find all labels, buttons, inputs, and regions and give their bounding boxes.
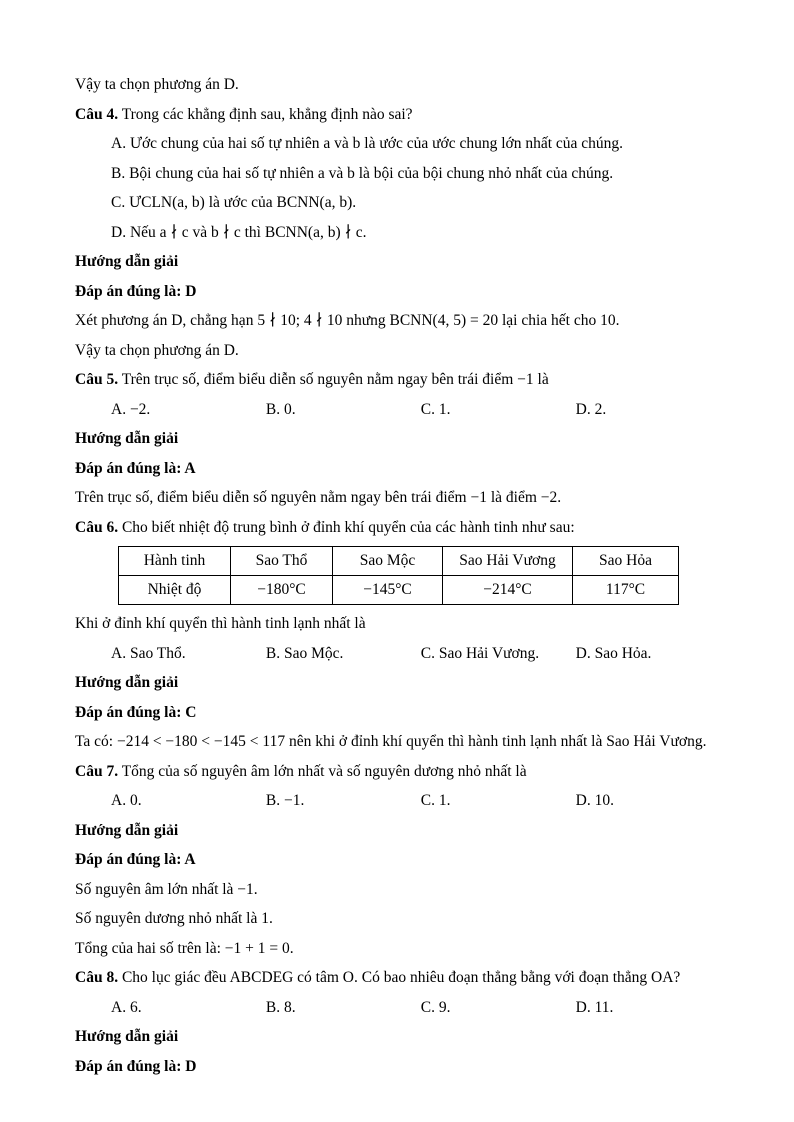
option-b: B. 0. [265, 400, 296, 418]
table-cell: −214°C [443, 576, 573, 605]
options-row [75, 399, 724, 421]
question-7 [75, 761, 724, 960]
table-cell: −180°C [231, 576, 333, 605]
guide-heading: Hướng dẫn giải [75, 674, 179, 691]
option-c: C. Sao Hải Vương. [420, 644, 540, 662]
planet-temperature-table [118, 546, 679, 605]
table-cell: Hành tinh [119, 547, 231, 576]
guide-heading: Hướng dẫn giải [75, 253, 179, 270]
solution-line: Số nguyên dương nhỏ nhất là 1. [75, 910, 273, 927]
table-cell: Nhiệt độ [119, 576, 231, 605]
options-row [75, 997, 724, 1019]
table-cell: Sao Thổ [231, 547, 333, 576]
question-4 [75, 104, 724, 362]
question-label: Câu 8. [75, 969, 119, 986]
answer-line: Đáp án đúng là: D [75, 282, 197, 300]
table-row [119, 547, 679, 576]
table-cell: −145°C [333, 576, 443, 605]
question-text: Trong các khẳng định sau, khẳng định nào sai? [121, 105, 413, 123]
question-line [75, 104, 724, 126]
option-c: C. 9. [420, 998, 451, 1016]
solution-line: Ta có: −214 < −180 < −145 < 117 nên khi ở đỉnh khí quyển thì hành tinh lạnh nhất là Sao Hải Vương. [75, 733, 707, 750]
solution-line: Tổng của hai số trên là: −1 + 1 = 0. [75, 939, 294, 957]
question-continuation: Khi ở đỉnh khí quyển thì hành tinh lạnh nhất là [75, 615, 366, 632]
option-a: A. 0. [111, 792, 142, 809]
option-b: B. Sao Mộc. [265, 644, 344, 662]
option-b: B. −1. [265, 792, 305, 809]
option-a: A. Sao Thổ. [111, 644, 186, 662]
option-b: B. Bội chung của hai số tự nhiên a và b là bội của bội chung nhỏ nhất của chúng. [111, 164, 614, 182]
question-label: Câu 4. [75, 105, 119, 123]
question-line [75, 369, 724, 391]
question-8 [75, 967, 724, 1078]
closing-line: Vậy ta chọn phương án D. [75, 76, 239, 93]
option-a: A. Ước chung của hai số tự nhiên a và b là ước của ước chung lớn nhất của chúng. [111, 135, 624, 152]
table-cell: 117°C [573, 576, 679, 605]
question-label: Câu 7. [75, 762, 119, 780]
option-d: D. Sao Hỏa. [575, 644, 652, 662]
option-c: C. 1. [420, 400, 451, 418]
options-row [75, 790, 724, 812]
option-a: A. 6. [111, 998, 142, 1016]
question-line [75, 517, 724, 539]
answer-line: Đáp án đúng là: D [75, 1057, 197, 1075]
option-c: C. ƯCLN(a, b) là ước của BCNN(a, b). [111, 194, 357, 211]
table-cell: Sao Hải Vương [443, 547, 573, 576]
question-label: Câu 5. [75, 371, 119, 388]
solution-line: Vậy ta chọn phương án D. [75, 341, 239, 359]
table-cell: Sao Mộc [333, 547, 443, 576]
question-text: Cho lục giác đều ABCDEG có tâm O. Có bao nhiêu đoạn thẳng bằng với đoạn thẳng OA? [121, 969, 681, 986]
option-d: D. 2. [575, 400, 607, 418]
guide-heading: Hướng dẫn giải [75, 1028, 179, 1045]
answer-line: Đáp án đúng là: A [75, 459, 196, 477]
question-6 [75, 517, 724, 754]
option-a: A. −2. [111, 400, 151, 418]
option-d: D. 11. [575, 998, 614, 1016]
question-text: Cho biết nhiệt độ trung bình ở đỉnh khí quyển của các hành tinh như sau: [121, 518, 575, 536]
solution-line: Xét phương án D, chẳng hạn 5 ∤ 10; 4 ∤ 10 nhưng BCNN(4, 5) = 20 lại chia hết cho 10. [75, 312, 620, 329]
guide-heading: Hướng dẫn giải [75, 821, 179, 839]
option-b: B. 8. [265, 998, 296, 1016]
option-d: D. 10. [575, 792, 614, 809]
question-text: Trên trục số, điểm biểu diễn số nguyên nằm ngay bên trái điểm −1 là [121, 371, 549, 388]
table-row [119, 576, 679, 605]
question-label: Câu 6. [75, 518, 119, 536]
answer-line: Đáp án đúng là: C [75, 703, 197, 721]
question-5 [75, 369, 724, 509]
answer-line: Đáp án đúng là: A [75, 851, 196, 868]
solution-line: Số nguyên âm lớn nhất là −1. [75, 880, 258, 898]
guide-heading: Hướng dẫn giải [75, 430, 179, 447]
question-line [75, 761, 724, 783]
question-line [75, 967, 724, 989]
option-d: D. Nếu a ∤ c và b ∤ c thì BCNN(a, b) ∤ c. [111, 223, 367, 241]
option-c: C. 1. [420, 792, 451, 809]
solution-line: Trên trục số, điểm biểu diễn số nguyên nằm ngay bên trái điểm −1 là điểm −2. [75, 489, 562, 506]
question-text: Tổng của số nguyên âm lớn nhất và số nguyên dương nhỏ nhất là [121, 762, 527, 780]
table-cell: Sao Hỏa [573, 547, 679, 576]
options-row [75, 643, 724, 665]
